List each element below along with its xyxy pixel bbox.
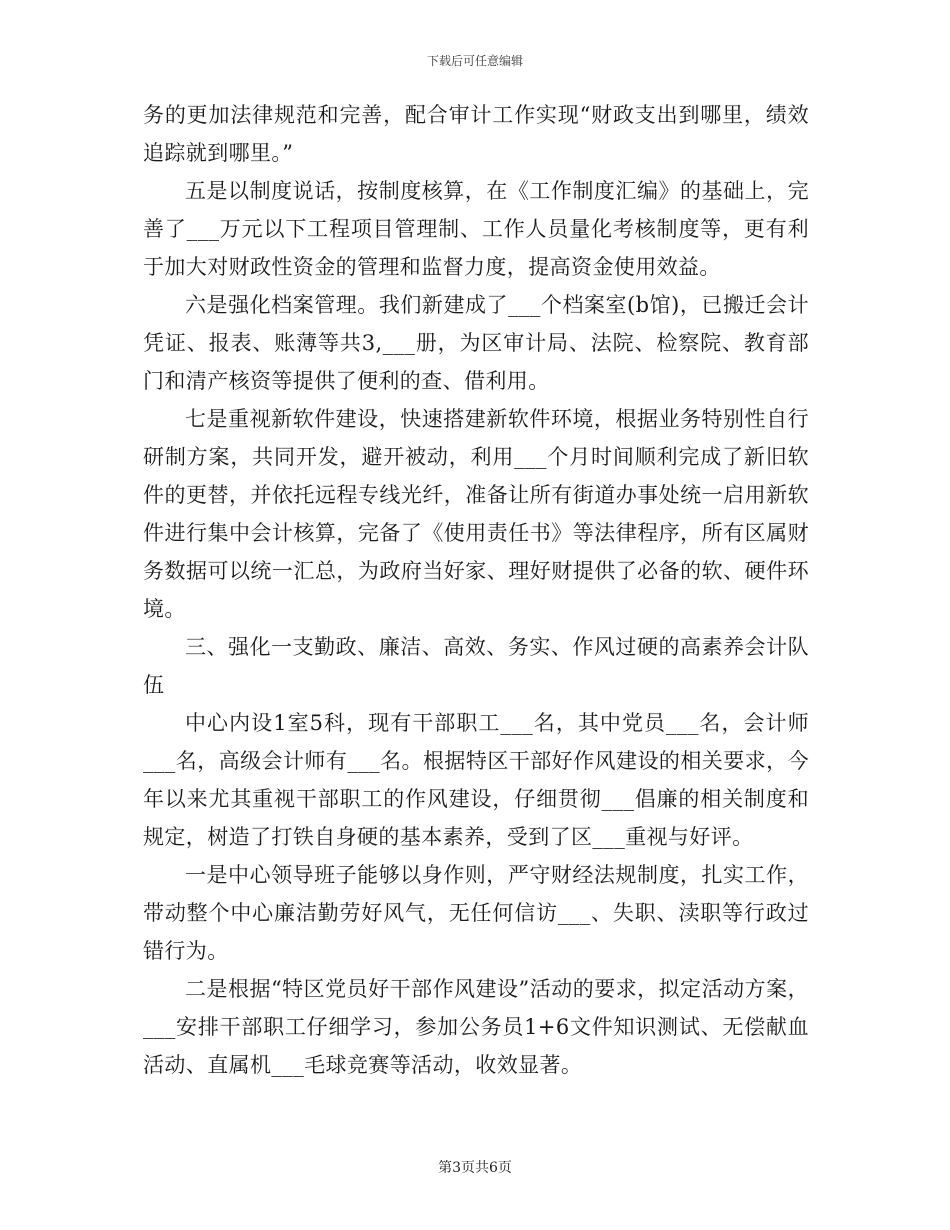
paragraph-point-seven: 七是重视新软件建设，快速搭建新软件环境，根据业务特别性自行研制方案，共同开发，避开被动，利用___个月时间顺利完成了新旧软件的更替，并依托远程专线光纤，准备让所有街道办事处统一启用新软件进行集中会计核算，完备了《使用责任书》等法律程序，所有区属财务数据可以统一汇总，为政府当好家、理好财提供了必备的软、硬件环境。 bbox=[143, 407, 809, 621]
paragraph-center-staff: 中心内设1室5科，现有干部职工___名，其中党员___名，会计师___名，高级会计师有___名。根据特区干部好作风建设的相关要求，今年以来尤其重视干部职工的作风建设，仔细贯彻___倡廉的相关制度和规定，树造了打铁自身硬的基本素养，受到了区___重视与好评。 bbox=[143, 711, 809, 849]
paragraph-point-two: 二是根据“特区党员好干部作风建设”活动的要求，拟定活动方案，___安排干部职工仔细学习，参加公务员1+6文件知识测试、无偿献血活动、直属机___毛球竞赛等活动，收效显著。 bbox=[143, 977, 809, 1077]
document-body bbox=[143, 96, 809, 1084]
section-heading-three: 三、强化一支勤政、廉洁、高效、务实、作风过硬的高素养会计队伍 bbox=[143, 635, 809, 697]
paragraph-point-five: 五是以制度说话，按制度核算，在《工作制度汇编》的基础上，完善了___万元以下工程项目管理制、工作人员量化考核制度等，更有利于加大对财政性资金的管理和监督力度，提高资金使用效益。 bbox=[143, 179, 809, 279]
paragraph-continuation: 务的更加法律规范和完善，配合审计工作实现“财政支出到哪里，绩效追踪就到哪里。” bbox=[143, 103, 809, 165]
page-header: 下载后可任意编辑 bbox=[426, 54, 523, 68]
paragraph-point-one: 一是中心领导班子能够以身作则，严守财经法规制度，扎实工作，带动整个中心廉洁勤劳好风气，无任何信访___、失职、渎职等行政过错行为。 bbox=[143, 863, 809, 963]
paragraph-point-six: 六是强化档案管理。我们新建成了___个档案室(b馆)，已搬迁会计凭证、报表、账薄等共3,___册，为区审计局、法院、检察院、教育部门和清产核资等提供了便利的查、借利用。 bbox=[143, 293, 809, 393]
page-footer: 第3页共6页 bbox=[438, 1160, 512, 1176]
